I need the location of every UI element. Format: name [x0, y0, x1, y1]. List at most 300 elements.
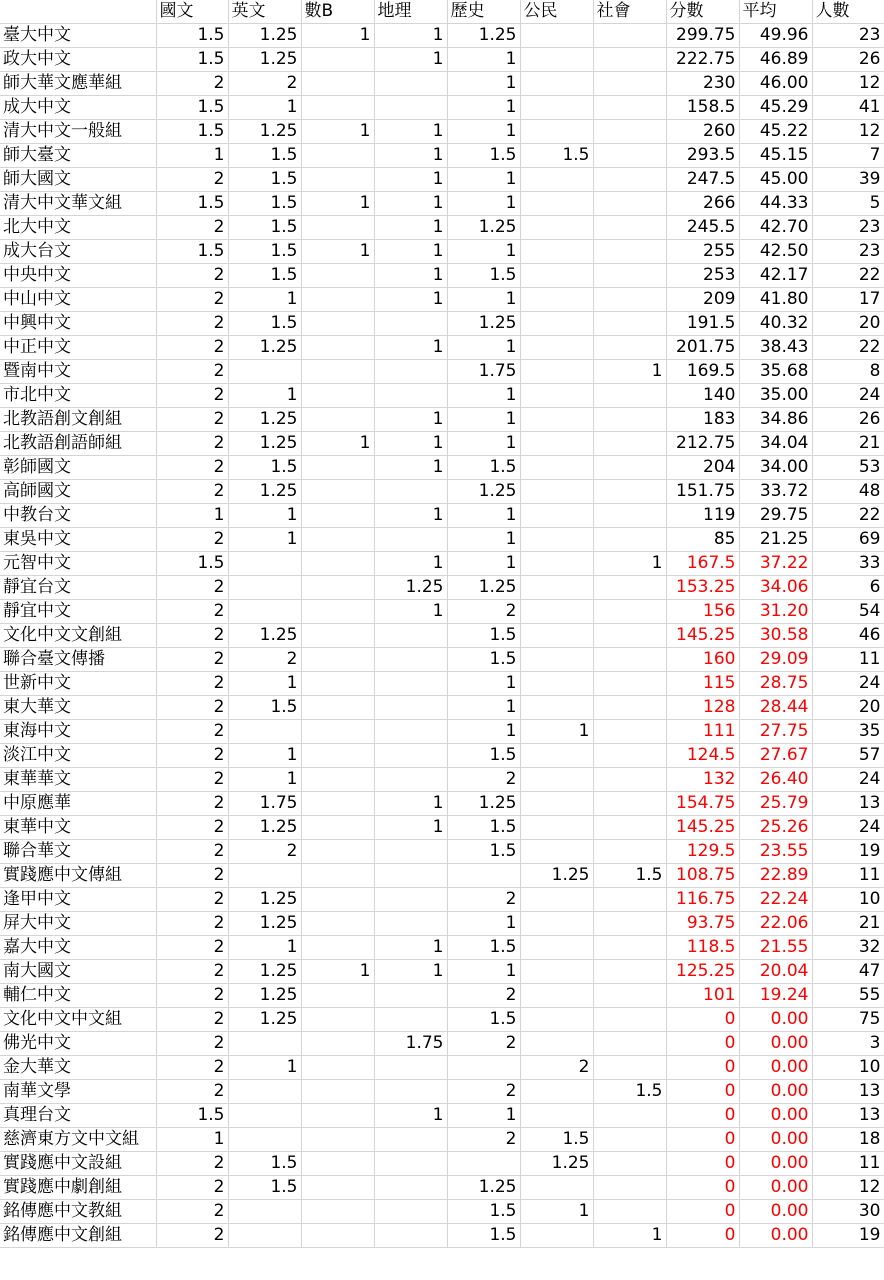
cell-civics[interactable] [520, 792, 593, 816]
cell-geography[interactable]: 1 [374, 1104, 447, 1128]
cell-name[interactable]: 文化中文文創組 [0, 624, 156, 648]
cell-count[interactable]: 30 [812, 1200, 884, 1224]
cell-society[interactable] [593, 744, 666, 768]
cell-geography[interactable]: 1 [374, 504, 447, 528]
cell-name[interactable]: 北教語創語師組 [0, 432, 156, 456]
cell-math-b[interactable] [301, 1104, 374, 1128]
cell-geography[interactable]: 1 [374, 192, 447, 216]
cell-society[interactable] [593, 264, 666, 288]
cell-name[interactable]: 實踐應中文設組 [0, 1152, 156, 1176]
cell-english[interactable]: 1.5 [228, 240, 301, 264]
cell-math-b[interactable] [301, 1056, 374, 1080]
cell-count[interactable]: 53 [812, 456, 884, 480]
cell-score[interactable]: 0 [666, 1080, 739, 1104]
cell-society[interactable] [593, 1128, 666, 1152]
cell-average[interactable]: 0.00 [739, 1128, 812, 1152]
cell-history[interactable]: 1 [447, 96, 520, 120]
cell-geography[interactable] [374, 96, 447, 120]
cell-average[interactable]: 0.00 [739, 1176, 812, 1200]
cell-society[interactable] [593, 432, 666, 456]
cell-name[interactable]: 師大華文應華組 [0, 72, 156, 96]
cell-society[interactable] [593, 96, 666, 120]
cell-geography[interactable] [374, 624, 447, 648]
cell-english[interactable]: 1.5 [228, 168, 301, 192]
cell-name[interactable]: 中央中文 [0, 264, 156, 288]
cell-math-b[interactable] [301, 624, 374, 648]
cell-score[interactable]: 145.25 [666, 624, 739, 648]
cell-society[interactable] [593, 624, 666, 648]
cell-math-b[interactable]: 1 [301, 432, 374, 456]
cell-average[interactable]: 33.72 [739, 480, 812, 504]
cell-history[interactable]: 1.5 [447, 1224, 520, 1248]
cell-name[interactable]: 屏大中文 [0, 912, 156, 936]
cell-count[interactable]: 54 [812, 600, 884, 624]
cell-civics[interactable] [520, 600, 593, 624]
cell-math-b[interactable] [301, 48, 374, 72]
cell-count[interactable]: 39 [812, 168, 884, 192]
cell-english[interactable]: 1.25 [228, 1008, 301, 1032]
cell-geography[interactable]: 1 [374, 144, 447, 168]
cell-geography[interactable] [374, 1200, 447, 1224]
cell-chinese[interactable]: 2 [156, 1200, 228, 1224]
cell-score[interactable]: 128 [666, 696, 739, 720]
cell-civics[interactable]: 1.5 [520, 1128, 593, 1152]
cell-chinese[interactable]: 2 [156, 984, 228, 1008]
header-cell-history[interactable]: 歷史 [447, 0, 520, 24]
cell-count[interactable]: 55 [812, 984, 884, 1008]
cell-chinese[interactable]: 2 [156, 744, 228, 768]
cell-history[interactable]: 1 [447, 240, 520, 264]
cell-history[interactable]: 1.5 [447, 1008, 520, 1032]
cell-score[interactable]: 0 [666, 1032, 739, 1056]
cell-english[interactable]: 1.25 [228, 984, 301, 1008]
cell-math-b[interactable] [301, 96, 374, 120]
cell-civics[interactable] [520, 336, 593, 360]
cell-average[interactable]: 44.33 [739, 192, 812, 216]
header-cell-count[interactable]: 人數 [812, 0, 884, 24]
cell-geography[interactable] [374, 744, 447, 768]
cell-english[interactable]: 1.25 [228, 624, 301, 648]
cell-history[interactable]: 2 [447, 888, 520, 912]
cell-chinese[interactable]: 2 [156, 336, 228, 360]
header-cell-score[interactable]: 分數 [666, 0, 739, 24]
cell-geography[interactable] [374, 672, 447, 696]
header-cell-english[interactable]: 英文 [228, 0, 301, 24]
cell-history[interactable]: 2 [447, 1128, 520, 1152]
cell-chinese[interactable]: 1 [156, 144, 228, 168]
cell-civics[interactable] [520, 96, 593, 120]
cell-geography[interactable]: 1 [374, 456, 447, 480]
cell-english[interactable]: 1.25 [228, 408, 301, 432]
cell-name[interactable]: 北大中文 [0, 216, 156, 240]
cell-count[interactable]: 46 [812, 624, 884, 648]
cell-society[interactable] [593, 792, 666, 816]
cell-math-b[interactable] [301, 1032, 374, 1056]
cell-society[interactable] [593, 672, 666, 696]
cell-civics[interactable] [520, 384, 593, 408]
cell-geography[interactable] [374, 528, 447, 552]
cell-chinese[interactable]: 1.5 [156, 96, 228, 120]
cell-english[interactable]: 1.25 [228, 120, 301, 144]
cell-math-b[interactable] [301, 1200, 374, 1224]
cell-history[interactable]: 1 [447, 504, 520, 528]
cell-score[interactable]: 201.75 [666, 336, 739, 360]
cell-average[interactable]: 29.75 [739, 504, 812, 528]
cell-count[interactable]: 26 [812, 408, 884, 432]
cell-society[interactable] [593, 576, 666, 600]
cell-name[interactable]: 東華中文 [0, 816, 156, 840]
cell-society[interactable] [593, 24, 666, 48]
cell-geography[interactable] [374, 1224, 447, 1248]
cell-math-b[interactable] [301, 888, 374, 912]
cell-score[interactable]: 212.75 [666, 432, 739, 456]
cell-name[interactable]: 高師國文 [0, 480, 156, 504]
cell-score[interactable]: 191.5 [666, 312, 739, 336]
cell-math-b[interactable] [301, 1008, 374, 1032]
cell-count[interactable]: 21 [812, 432, 884, 456]
cell-english[interactable]: 1 [228, 288, 301, 312]
cell-name[interactable]: 中原應華 [0, 792, 156, 816]
cell-society[interactable] [593, 816, 666, 840]
cell-average[interactable]: 42.50 [739, 240, 812, 264]
cell-english[interactable]: 1.25 [228, 960, 301, 984]
cell-society[interactable] [593, 720, 666, 744]
cell-math-b[interactable] [301, 600, 374, 624]
cell-geography[interactable] [374, 888, 447, 912]
cell-count[interactable]: 19 [812, 840, 884, 864]
cell-count[interactable]: 11 [812, 1152, 884, 1176]
cell-chinese[interactable]: 2 [156, 1152, 228, 1176]
cell-geography[interactable]: 1 [374, 936, 447, 960]
cell-english[interactable]: 1 [228, 768, 301, 792]
cell-civics[interactable] [520, 408, 593, 432]
cell-history[interactable]: 1.5 [447, 816, 520, 840]
cell-history[interactable]: 2 [447, 768, 520, 792]
cell-math-b[interactable] [301, 1080, 374, 1104]
cell-chinese[interactable]: 2 [156, 432, 228, 456]
cell-name[interactable]: 元智中文 [0, 552, 156, 576]
cell-chinese[interactable]: 2 [156, 936, 228, 960]
cell-english[interactable]: 1.5 [228, 192, 301, 216]
cell-chinese[interactable]: 2 [156, 1056, 228, 1080]
cell-society[interactable] [593, 1032, 666, 1056]
cell-name[interactable]: 文化中文中文組 [0, 1008, 156, 1032]
cell-geography[interactable]: 1 [374, 960, 447, 984]
cell-civics[interactable] [520, 480, 593, 504]
cell-score[interactable]: 93.75 [666, 912, 739, 936]
cell-society[interactable] [593, 696, 666, 720]
cell-score[interactable]: 124.5 [666, 744, 739, 768]
cell-society[interactable] [593, 912, 666, 936]
cell-score[interactable]: 108.75 [666, 864, 739, 888]
cell-average[interactable]: 28.75 [739, 672, 812, 696]
cell-name[interactable]: 政大中文 [0, 48, 156, 72]
cell-average[interactable]: 34.04 [739, 432, 812, 456]
cell-math-b[interactable] [301, 528, 374, 552]
cell-civics[interactable]: 1 [520, 1200, 593, 1224]
cell-name[interactable]: 輔仁中文 [0, 984, 156, 1008]
cell-english[interactable] [228, 576, 301, 600]
cell-name[interactable]: 銘傳應中文創組 [0, 1224, 156, 1248]
cell-count[interactable]: 12 [812, 120, 884, 144]
cell-average[interactable]: 22.24 [739, 888, 812, 912]
cell-score[interactable]: 116.75 [666, 888, 739, 912]
cell-geography[interactable]: 1 [374, 432, 447, 456]
cell-geography[interactable]: 1 [374, 816, 447, 840]
cell-geography[interactable]: 1 [374, 600, 447, 624]
cell-history[interactable]: 2 [447, 600, 520, 624]
cell-average[interactable]: 37.22 [739, 552, 812, 576]
cell-name[interactable]: 實踐應中文傳組 [0, 864, 156, 888]
cell-average[interactable]: 34.06 [739, 576, 812, 600]
cell-average[interactable]: 29.09 [739, 648, 812, 672]
cell-english[interactable]: 1 [228, 96, 301, 120]
cell-score[interactable]: 156 [666, 600, 739, 624]
cell-average[interactable]: 0.00 [739, 1056, 812, 1080]
cell-count[interactable]: 8 [812, 360, 884, 384]
cell-civics[interactable] [520, 240, 593, 264]
cell-average[interactable]: 45.15 [739, 144, 812, 168]
cell-civics[interactable] [520, 576, 593, 600]
cell-math-b[interactable] [301, 792, 374, 816]
cell-geography[interactable] [374, 864, 447, 888]
cell-chinese[interactable]: 2 [156, 696, 228, 720]
cell-geography[interactable] [374, 312, 447, 336]
cell-score[interactable]: 0 [666, 1128, 739, 1152]
cell-math-b[interactable] [301, 504, 374, 528]
cell-society[interactable] [593, 288, 666, 312]
cell-name[interactable]: 北教語創文創組 [0, 408, 156, 432]
cell-score[interactable]: 125.25 [666, 960, 739, 984]
cell-average[interactable]: 34.86 [739, 408, 812, 432]
cell-average[interactable]: 45.29 [739, 96, 812, 120]
cell-english[interactable] [228, 1224, 301, 1248]
cell-score[interactable]: 0 [666, 1104, 739, 1128]
cell-english[interactable]: 1.25 [228, 336, 301, 360]
cell-geography[interactable] [374, 912, 447, 936]
cell-chinese[interactable]: 2 [156, 768, 228, 792]
cell-geography[interactable] [374, 840, 447, 864]
cell-score[interactable]: 253 [666, 264, 739, 288]
cell-count[interactable]: 48 [812, 480, 884, 504]
cell-history[interactable]: 1 [447, 408, 520, 432]
cell-count[interactable]: 13 [812, 1080, 884, 1104]
cell-english[interactable]: 1 [228, 672, 301, 696]
cell-civics[interactable]: 1.25 [520, 1152, 593, 1176]
cell-english[interactable]: 1.25 [228, 432, 301, 456]
cell-count[interactable]: 3 [812, 1032, 884, 1056]
header-cell-name[interactable] [0, 0, 156, 24]
cell-civics[interactable] [520, 432, 593, 456]
cell-geography[interactable] [374, 384, 447, 408]
cell-history[interactable]: 1.5 [447, 264, 520, 288]
cell-english[interactable] [228, 1128, 301, 1152]
cell-score[interactable]: 118.5 [666, 936, 739, 960]
cell-average[interactable]: 27.67 [739, 744, 812, 768]
cell-score[interactable]: 0 [666, 1176, 739, 1200]
cell-chinese[interactable]: 2 [156, 480, 228, 504]
cell-name[interactable]: 淡江中文 [0, 744, 156, 768]
cell-chinese[interactable]: 2 [156, 408, 228, 432]
cell-history[interactable]: 1.5 [447, 144, 520, 168]
cell-geography[interactable] [374, 1056, 447, 1080]
cell-count[interactable]: 10 [812, 888, 884, 912]
cell-chinese[interactable]: 2 [156, 264, 228, 288]
cell-average[interactable]: 35.00 [739, 384, 812, 408]
cell-average[interactable]: 26.40 [739, 768, 812, 792]
cell-score[interactable]: 0 [666, 1056, 739, 1080]
cell-name[interactable]: 中教台文 [0, 504, 156, 528]
cell-average[interactable]: 40.32 [739, 312, 812, 336]
cell-civics[interactable] [520, 312, 593, 336]
cell-score[interactable]: 293.5 [666, 144, 739, 168]
cell-score[interactable]: 0 [666, 1008, 739, 1032]
cell-score[interactable]: 140 [666, 384, 739, 408]
cell-average[interactable]: 27.75 [739, 720, 812, 744]
cell-math-b[interactable]: 1 [301, 960, 374, 984]
cell-math-b[interactable] [301, 336, 374, 360]
cell-average[interactable]: 0.00 [739, 1032, 812, 1056]
cell-civics[interactable] [520, 1176, 593, 1200]
cell-civics[interactable] [520, 48, 593, 72]
cell-chinese[interactable]: 2 [156, 1032, 228, 1056]
cell-chinese[interactable]: 2 [156, 456, 228, 480]
cell-english[interactable]: 1.5 [228, 144, 301, 168]
cell-name[interactable]: 東華華文 [0, 768, 156, 792]
cell-math-b[interactable] [301, 912, 374, 936]
cell-society[interactable] [593, 768, 666, 792]
cell-civics[interactable] [520, 1104, 593, 1128]
cell-geography[interactable] [374, 696, 447, 720]
cell-civics[interactable] [520, 984, 593, 1008]
cell-civics[interactable] [520, 264, 593, 288]
cell-society[interactable] [593, 1008, 666, 1032]
cell-math-b[interactable] [301, 864, 374, 888]
cell-math-b[interactable] [301, 576, 374, 600]
cell-math-b[interactable] [301, 840, 374, 864]
cell-name[interactable]: 中正中文 [0, 336, 156, 360]
cell-geography[interactable]: 1 [374, 240, 447, 264]
cell-chinese[interactable]: 1.5 [156, 48, 228, 72]
cell-count[interactable]: 22 [812, 336, 884, 360]
cell-geography[interactable] [374, 1128, 447, 1152]
cell-count[interactable]: 69 [812, 528, 884, 552]
cell-english[interactable]: 1 [228, 528, 301, 552]
cell-math-b[interactable] [301, 936, 374, 960]
cell-english[interactable]: 1 [228, 1056, 301, 1080]
cell-math-b[interactable]: 1 [301, 24, 374, 48]
cell-count[interactable]: 20 [812, 696, 884, 720]
cell-count[interactable]: 41 [812, 96, 884, 120]
cell-society[interactable] [593, 216, 666, 240]
cell-history[interactable]: 1.5 [447, 648, 520, 672]
cell-count[interactable]: 23 [812, 24, 884, 48]
cell-english[interactable] [228, 1080, 301, 1104]
cell-average[interactable]: 25.26 [739, 816, 812, 840]
cell-society[interactable] [593, 120, 666, 144]
cell-geography[interactable]: 1 [374, 264, 447, 288]
header-cell-math-b[interactable]: 數B [301, 0, 374, 24]
cell-society[interactable] [593, 456, 666, 480]
cell-civics[interactable] [520, 168, 593, 192]
cell-math-b[interactable] [301, 456, 374, 480]
cell-history[interactable]: 1 [447, 696, 520, 720]
cell-average[interactable]: 30.58 [739, 624, 812, 648]
cell-average[interactable]: 19.24 [739, 984, 812, 1008]
cell-math-b[interactable] [301, 720, 374, 744]
cell-society[interactable] [593, 192, 666, 216]
cell-society[interactable] [593, 144, 666, 168]
cell-civics[interactable] [520, 960, 593, 984]
cell-society[interactable] [593, 504, 666, 528]
cell-society[interactable] [593, 528, 666, 552]
cell-score[interactable]: 230 [666, 72, 739, 96]
cell-history[interactable] [447, 1056, 520, 1080]
cell-society[interactable] [593, 1056, 666, 1080]
cell-civics[interactable] [520, 72, 593, 96]
cell-count[interactable]: 75 [812, 1008, 884, 1032]
cell-chinese[interactable]: 2 [156, 1008, 228, 1032]
cell-society[interactable]: 1.5 [593, 864, 666, 888]
cell-average[interactable]: 49.96 [739, 24, 812, 48]
cell-english[interactable] [228, 1032, 301, 1056]
cell-count[interactable]: 22 [812, 264, 884, 288]
cell-score[interactable]: 153.25 [666, 576, 739, 600]
cell-geography[interactable] [374, 72, 447, 96]
cell-math-b[interactable] [301, 768, 374, 792]
cell-name[interactable]: 成大台文 [0, 240, 156, 264]
cell-chinese[interactable]: 2 [156, 288, 228, 312]
cell-english[interactable] [228, 1104, 301, 1128]
cell-chinese[interactable]: 1 [156, 504, 228, 528]
cell-score[interactable]: 204 [666, 456, 739, 480]
cell-civics[interactable] [520, 552, 593, 576]
cell-score[interactable]: 209 [666, 288, 739, 312]
cell-math-b[interactable] [301, 1176, 374, 1200]
cell-chinese[interactable]: 1.5 [156, 120, 228, 144]
cell-english[interactable]: 1.5 [228, 264, 301, 288]
cell-english[interactable]: 1.25 [228, 912, 301, 936]
cell-english[interactable]: 1.25 [228, 24, 301, 48]
cell-score[interactable]: 111 [666, 720, 739, 744]
cell-society[interactable] [593, 1104, 666, 1128]
cell-history[interactable]: 2 [447, 1032, 520, 1056]
cell-average[interactable]: 31.20 [739, 600, 812, 624]
cell-count[interactable]: 24 [812, 768, 884, 792]
cell-score[interactable]: 151.75 [666, 480, 739, 504]
cell-count[interactable]: 23 [812, 240, 884, 264]
cell-name[interactable]: 南大國文 [0, 960, 156, 984]
cell-geography[interactable]: 1 [374, 792, 447, 816]
cell-chinese[interactable]: 1 [156, 1128, 228, 1152]
cell-chinese[interactable]: 2 [156, 576, 228, 600]
cell-average[interactable]: 45.22 [739, 120, 812, 144]
cell-chinese[interactable]: 1.5 [156, 192, 228, 216]
cell-civics[interactable] [520, 216, 593, 240]
cell-civics[interactable] [520, 528, 593, 552]
cell-history[interactable]: 1 [447, 288, 520, 312]
cell-average[interactable]: 21.25 [739, 528, 812, 552]
cell-count[interactable]: 22 [812, 504, 884, 528]
cell-count[interactable]: 33 [812, 552, 884, 576]
cell-history[interactable]: 1 [447, 72, 520, 96]
cell-math-b[interactable] [301, 144, 374, 168]
cell-chinese[interactable]: 2 [156, 720, 228, 744]
cell-math-b[interactable] [301, 72, 374, 96]
cell-name[interactable]: 清大中文華文組 [0, 192, 156, 216]
cell-score[interactable]: 260 [666, 120, 739, 144]
cell-average[interactable]: 34.00 [739, 456, 812, 480]
